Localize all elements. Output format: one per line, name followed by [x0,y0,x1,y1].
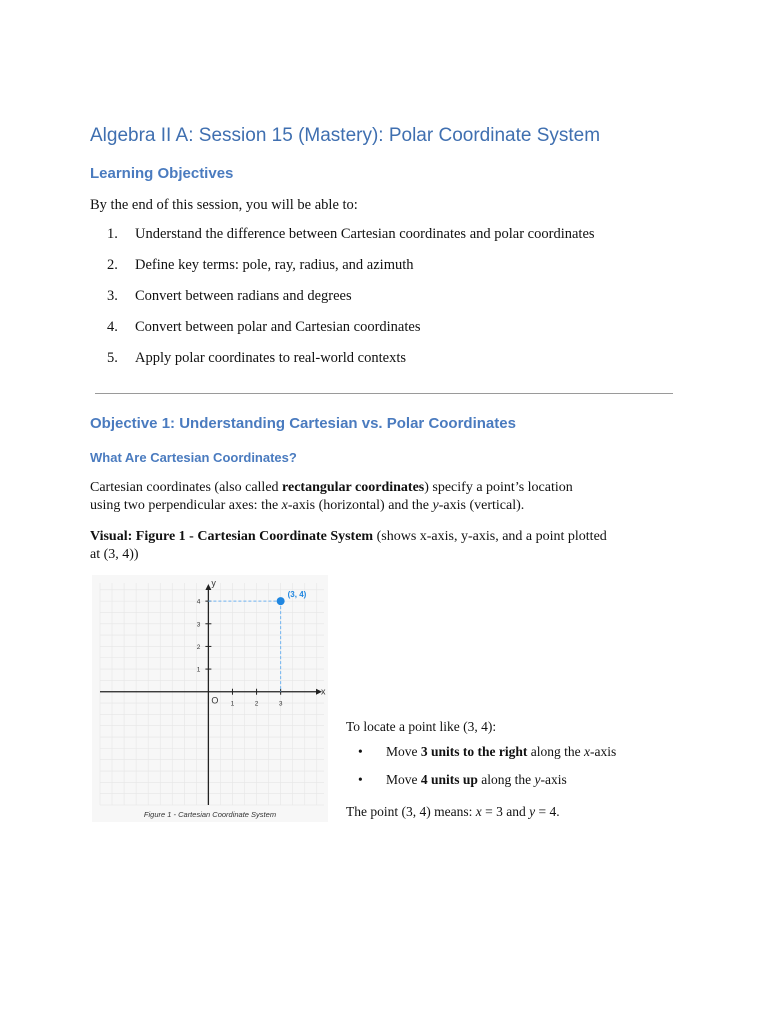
x-tick-label: 2 [254,700,259,708]
y-tick-label: 2 [196,643,201,651]
list-item-number: 3. [107,288,118,304]
text-run: along the [527,744,585,759]
figure-cartesian [92,575,328,822]
bold-term: 3 units to the right [420,744,528,759]
locate-intro: To locate a point like (3, 4): [346,719,497,734]
cartesian-definition [90,479,573,515]
plot-axes [100,584,322,805]
list-item [90,319,595,350]
text-run: -axis [590,744,617,759]
objectives-list [90,226,595,381]
locate-summary [346,804,560,820]
text-run: -axis [540,772,567,787]
math-var: y [432,498,439,513]
text-run: Move [386,744,421,759]
list-item-number: 4. [107,319,118,335]
bold-term: 4 units up [420,772,478,787]
list-item [358,744,616,772]
locate-steps [358,744,616,800]
objective1-heading: Objective 1: Understanding Cartesian vs. Polar Coordinates [90,415,516,432]
text-run: Move [386,772,421,787]
plot-grid [100,583,324,805]
list-item-text: Convert between polar and Cartesian coordinates [135,319,421,335]
list-item [90,257,595,288]
text-run: ) specify a point’s location [424,480,573,495]
list-item [358,772,616,800]
list-item-number: 1. [107,226,118,242]
list-item-number: 2. [107,257,118,273]
point-label: (3, 4) [287,590,307,600]
text-run: = 4. [535,804,560,819]
step-text [386,772,567,800]
bold-term: rectangular coordinates [282,480,425,495]
x-tick-label: 3 [278,700,283,708]
page-title: Algebra II A: Session 15 (Mastery): Polar Coordinate System [90,125,601,146]
step-text [386,744,616,772]
text-run: along the [477,772,535,787]
list-item-text: Understand the difference between Cartesian coordinates and polar coordinates [135,226,595,242]
math-var: x [584,744,591,759]
cartesian-subheading: What Are Cartesian Coordinates? [90,450,297,465]
math-var: y [534,772,541,787]
visual-label: Visual: Figure 1 - Cartesian Coordinate System [90,529,374,544]
x-axis-label: x [321,686,326,697]
math-var: y [529,804,536,819]
text-run: -axis (horizontal) and the [287,498,433,513]
text-run: = 3 and [481,804,530,819]
y-tick-label: 3 [196,621,201,629]
text-run: at (3, 4)) [90,547,139,562]
text-run: Cartesian coordinates (also called [90,480,283,495]
origin-label: O [211,695,219,706]
list-item-text: Convert between radians and degrees [135,288,352,304]
figure-caption: Figure 1 - Cartesian Coordinate System [143,810,277,819]
text-run: The point (3, 4) means: [346,804,476,819]
list-item-text: Apply polar coordinates to real-world contexts [135,350,406,366]
list-item [90,288,595,319]
list-item-text: Define key terms: pole, ray, radius, and azimuth [135,257,414,273]
section-divider [95,393,673,394]
bullet-icon: • [358,744,363,759]
visual-description [90,528,607,564]
text-run: using two perpendicular axes: the [90,498,282,513]
x-tick-label: 1 [230,700,235,708]
objectives-intro: By the end of this session, you will be able to: [90,197,358,213]
data-point [277,597,285,605]
list-item [90,226,595,257]
list-item-number: 5. [107,350,118,366]
learning-objectives-heading: Learning Objectives [90,165,234,182]
text-run: -axis (vertical). [438,498,525,513]
bullet-icon: • [358,772,363,787]
list-item [90,350,595,381]
math-var: x [281,498,288,513]
y-tick-label: 1 [196,666,201,674]
text-run: (shows x-axis, y-axis, and a point plotted [373,529,607,544]
y-axis-label: y [211,578,216,588]
cartesian-plot [92,575,328,822]
math-var: x [475,804,482,819]
y-tick-label: 4 [196,598,201,606]
